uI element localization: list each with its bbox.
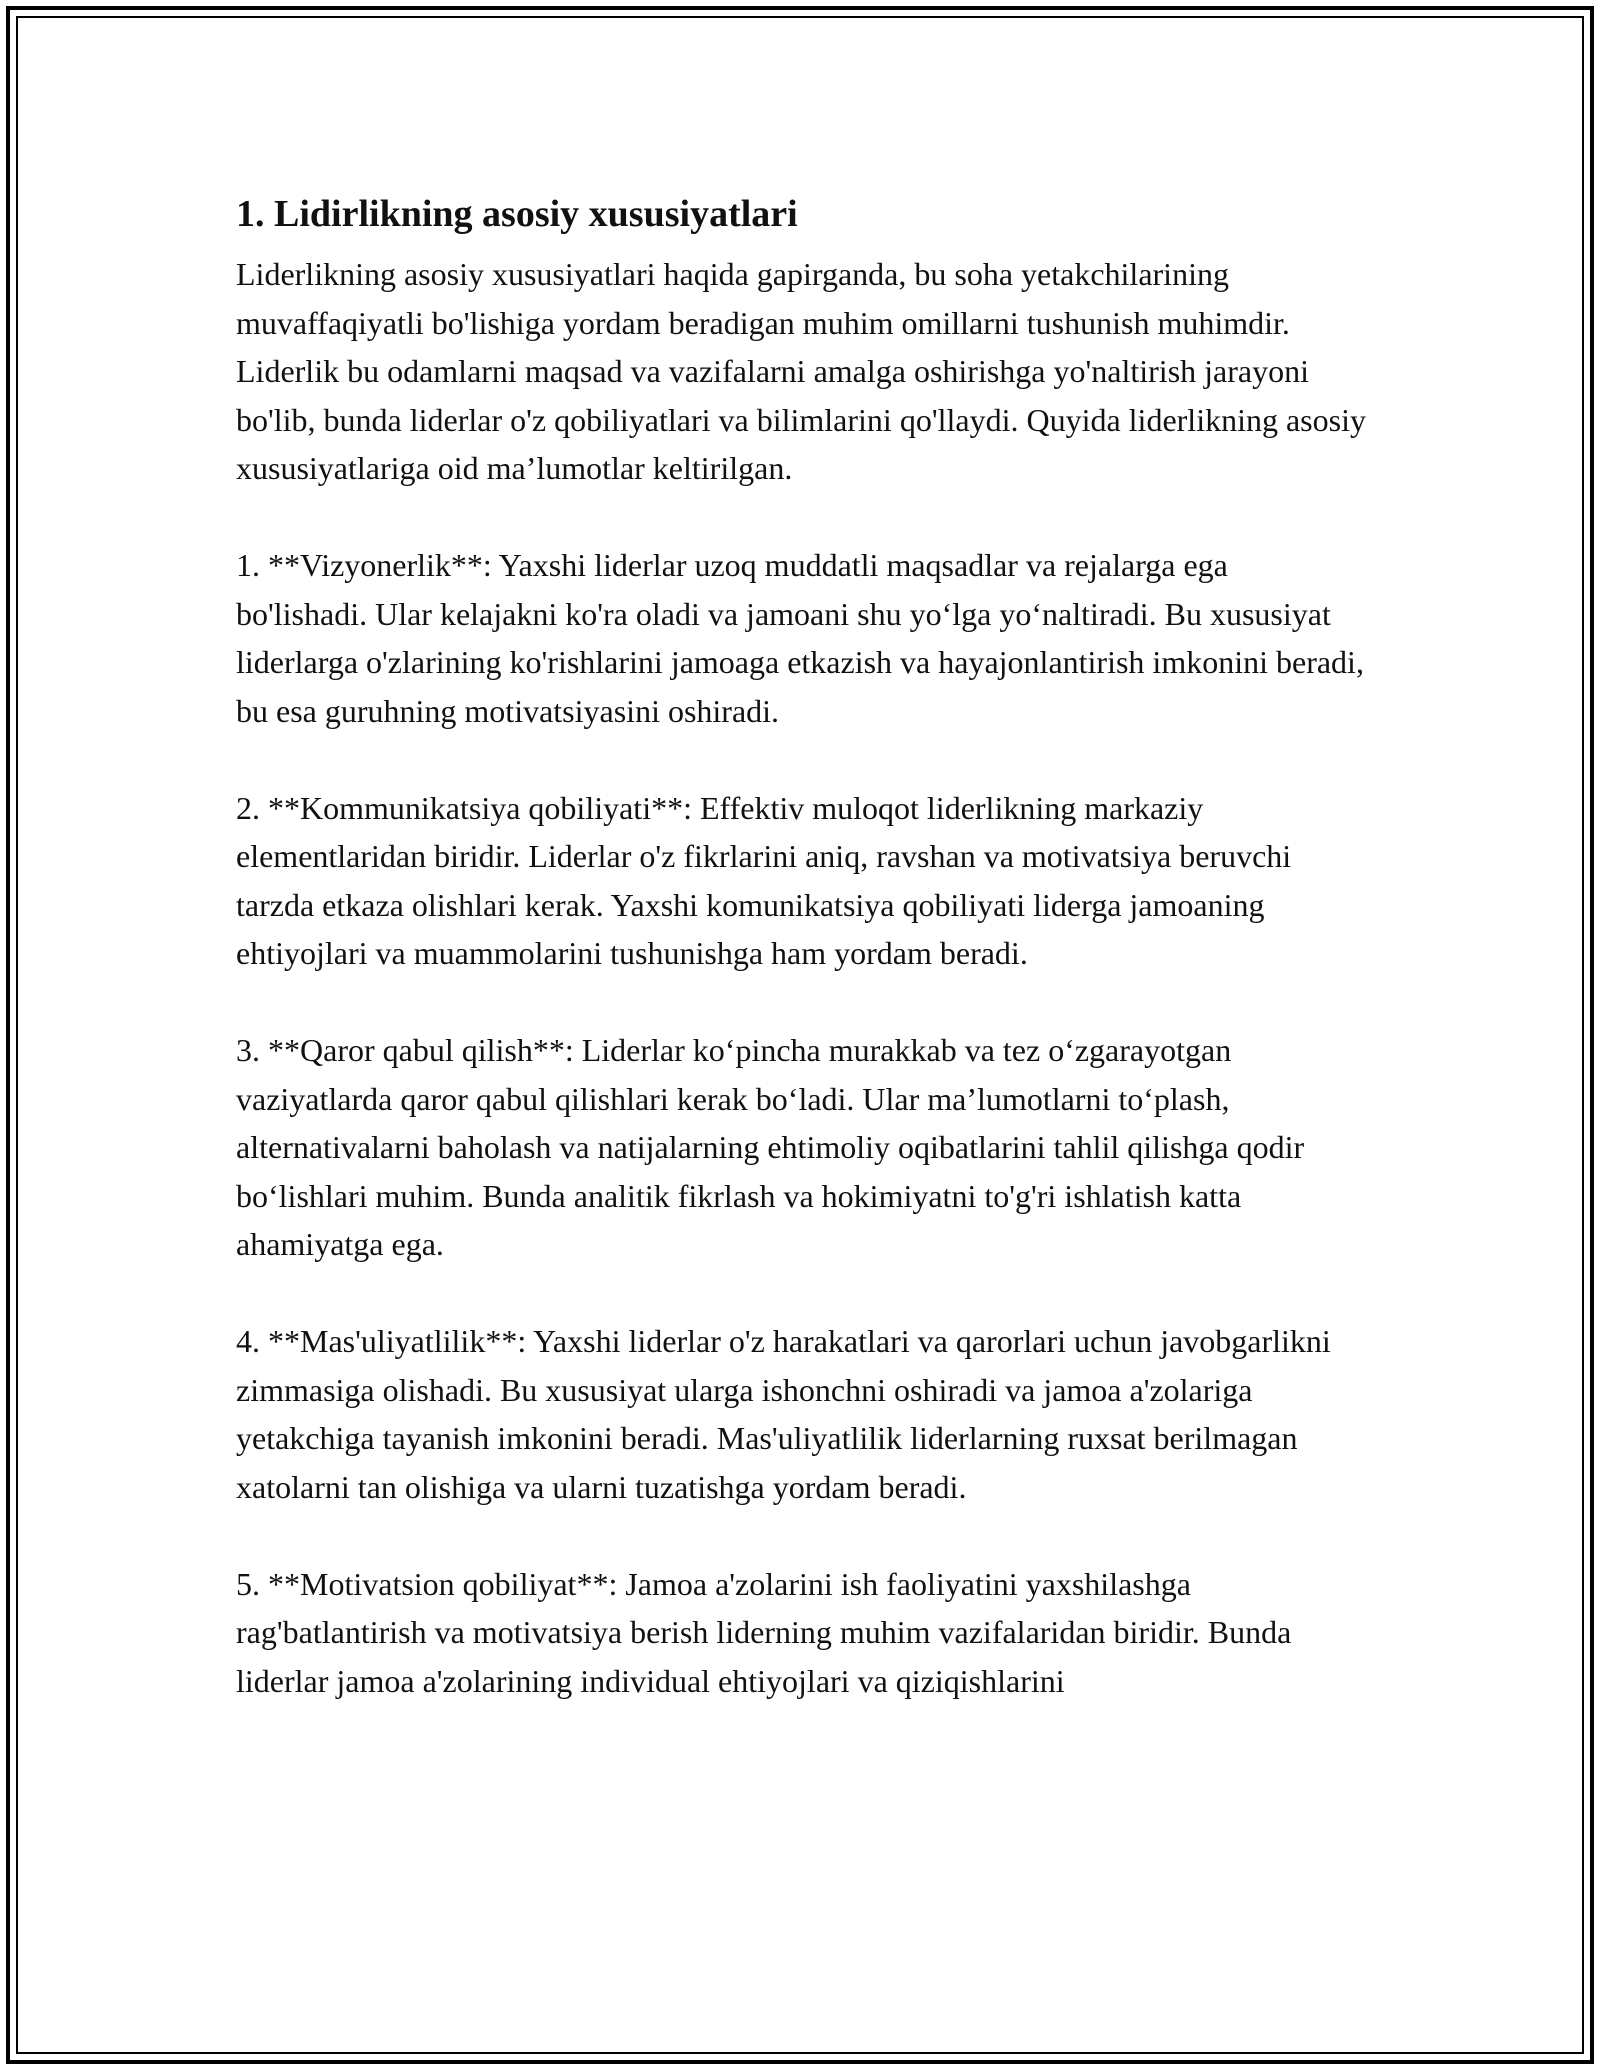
paragraph-qaror-qabul-qilish: 3. **Qaror qabul qilish**: Liderlar ko‘pincha murakkab va tez o‘zgarayotgan vaziyatlarda qaror qabul qilishlari kerak bo‘ladi. Ular ma’lumotlarni to‘plash, alternativalarni baholash va natijalarning ehtimoliy oqibatlarini tahlil qilishga qodir bo‘lishlari muhim. Bunda analitik fikrlash va hokimiyatni to'g'ri ishlatish katta ahamiyatga ega. (236, 1032, 1305, 1262)
paragraph-masuliyatlilik: 4. **Mas'uliyatlilik**: Yaxshi liderlar o'z harakatlari va qarorlari uchun javobgarlikni zimmasiga olishadi. Bu xususiyat ularga ishonchni oshiradi va jamoa a'zolariga yetakchiga tayanish imkonini beradi. Mas'uliyatlilik liderlarning ruxsat berilmagan xatolarni tan olishiga va ularni tuzatishga yordam beradi. (236, 1323, 1331, 1505)
paragraph-motivatsion-qobiliyat: 5. **Motivatsion qobiliyat**: Jamoa a'zolarini ish faoliyatini yaxshilashga rag'batlantirish va motivatsiya berish liderning muhim vazifalaridan biridir. Bunda liderlar jamoa a'zolarining individual ehtiyojlari va qiziqishlarini (236, 1565, 1292, 1699)
paragraph-kommunikatsiya: 2. **Kommunikatsiya qobiliyati**: Effektiv muloqot liderlikning markaziy elementlaridan biridir. Liderlar o'z fikrlarini aniq, ravshan va motivatsiya beruvchi tarzda etkaza olishlari kerak. Yaxshi komunikatsiya qobiliyati liderga jamoaning ehtiyojlari va muammolarini tushunishga ham yordam beradi. (236, 789, 1292, 971)
intro-paragraph: Liderlikning asosiy xususiyatlari haqida gapirganda, bu soha yetakchilarining muvaffaqiyatli bo'lishiga yordam beradigan muhim omillarni tushunish muhimdir. Liderlik bu odamlarni maqsad va vazifalarni amalga oshirishga yo'naltirish jarayoni bo'lib, bunda liderlar o'z qobiliyatlari va bilimlarini qo'llaydi. Quyida liderlikning asosiy xususiyatlariga oid ma’lumotlar keltirilgan. (236, 256, 1366, 486)
section-heading: 1. Lidirlikning asosiy xususiyatlari (236, 193, 798, 235)
document-body (236, 182, 1366, 1705)
paragraph-vizyonerlik: 1. **Vizyonerlik**: Yaxshi liderlar uzoq muddatli maqsadlar va rejalarga ega bo'lishadi. Ular kelajakni ko'ra oladi va jamoani shu yo‘lga yo‘naltiradi. Bu xususiyat liderlarga o'zlarining ko'rishlarini jamoaga etkazish va hayajonlantirish imkonini beradi, bu esa guruhning motivatsiyasini oshiradi. (236, 547, 1364, 729)
